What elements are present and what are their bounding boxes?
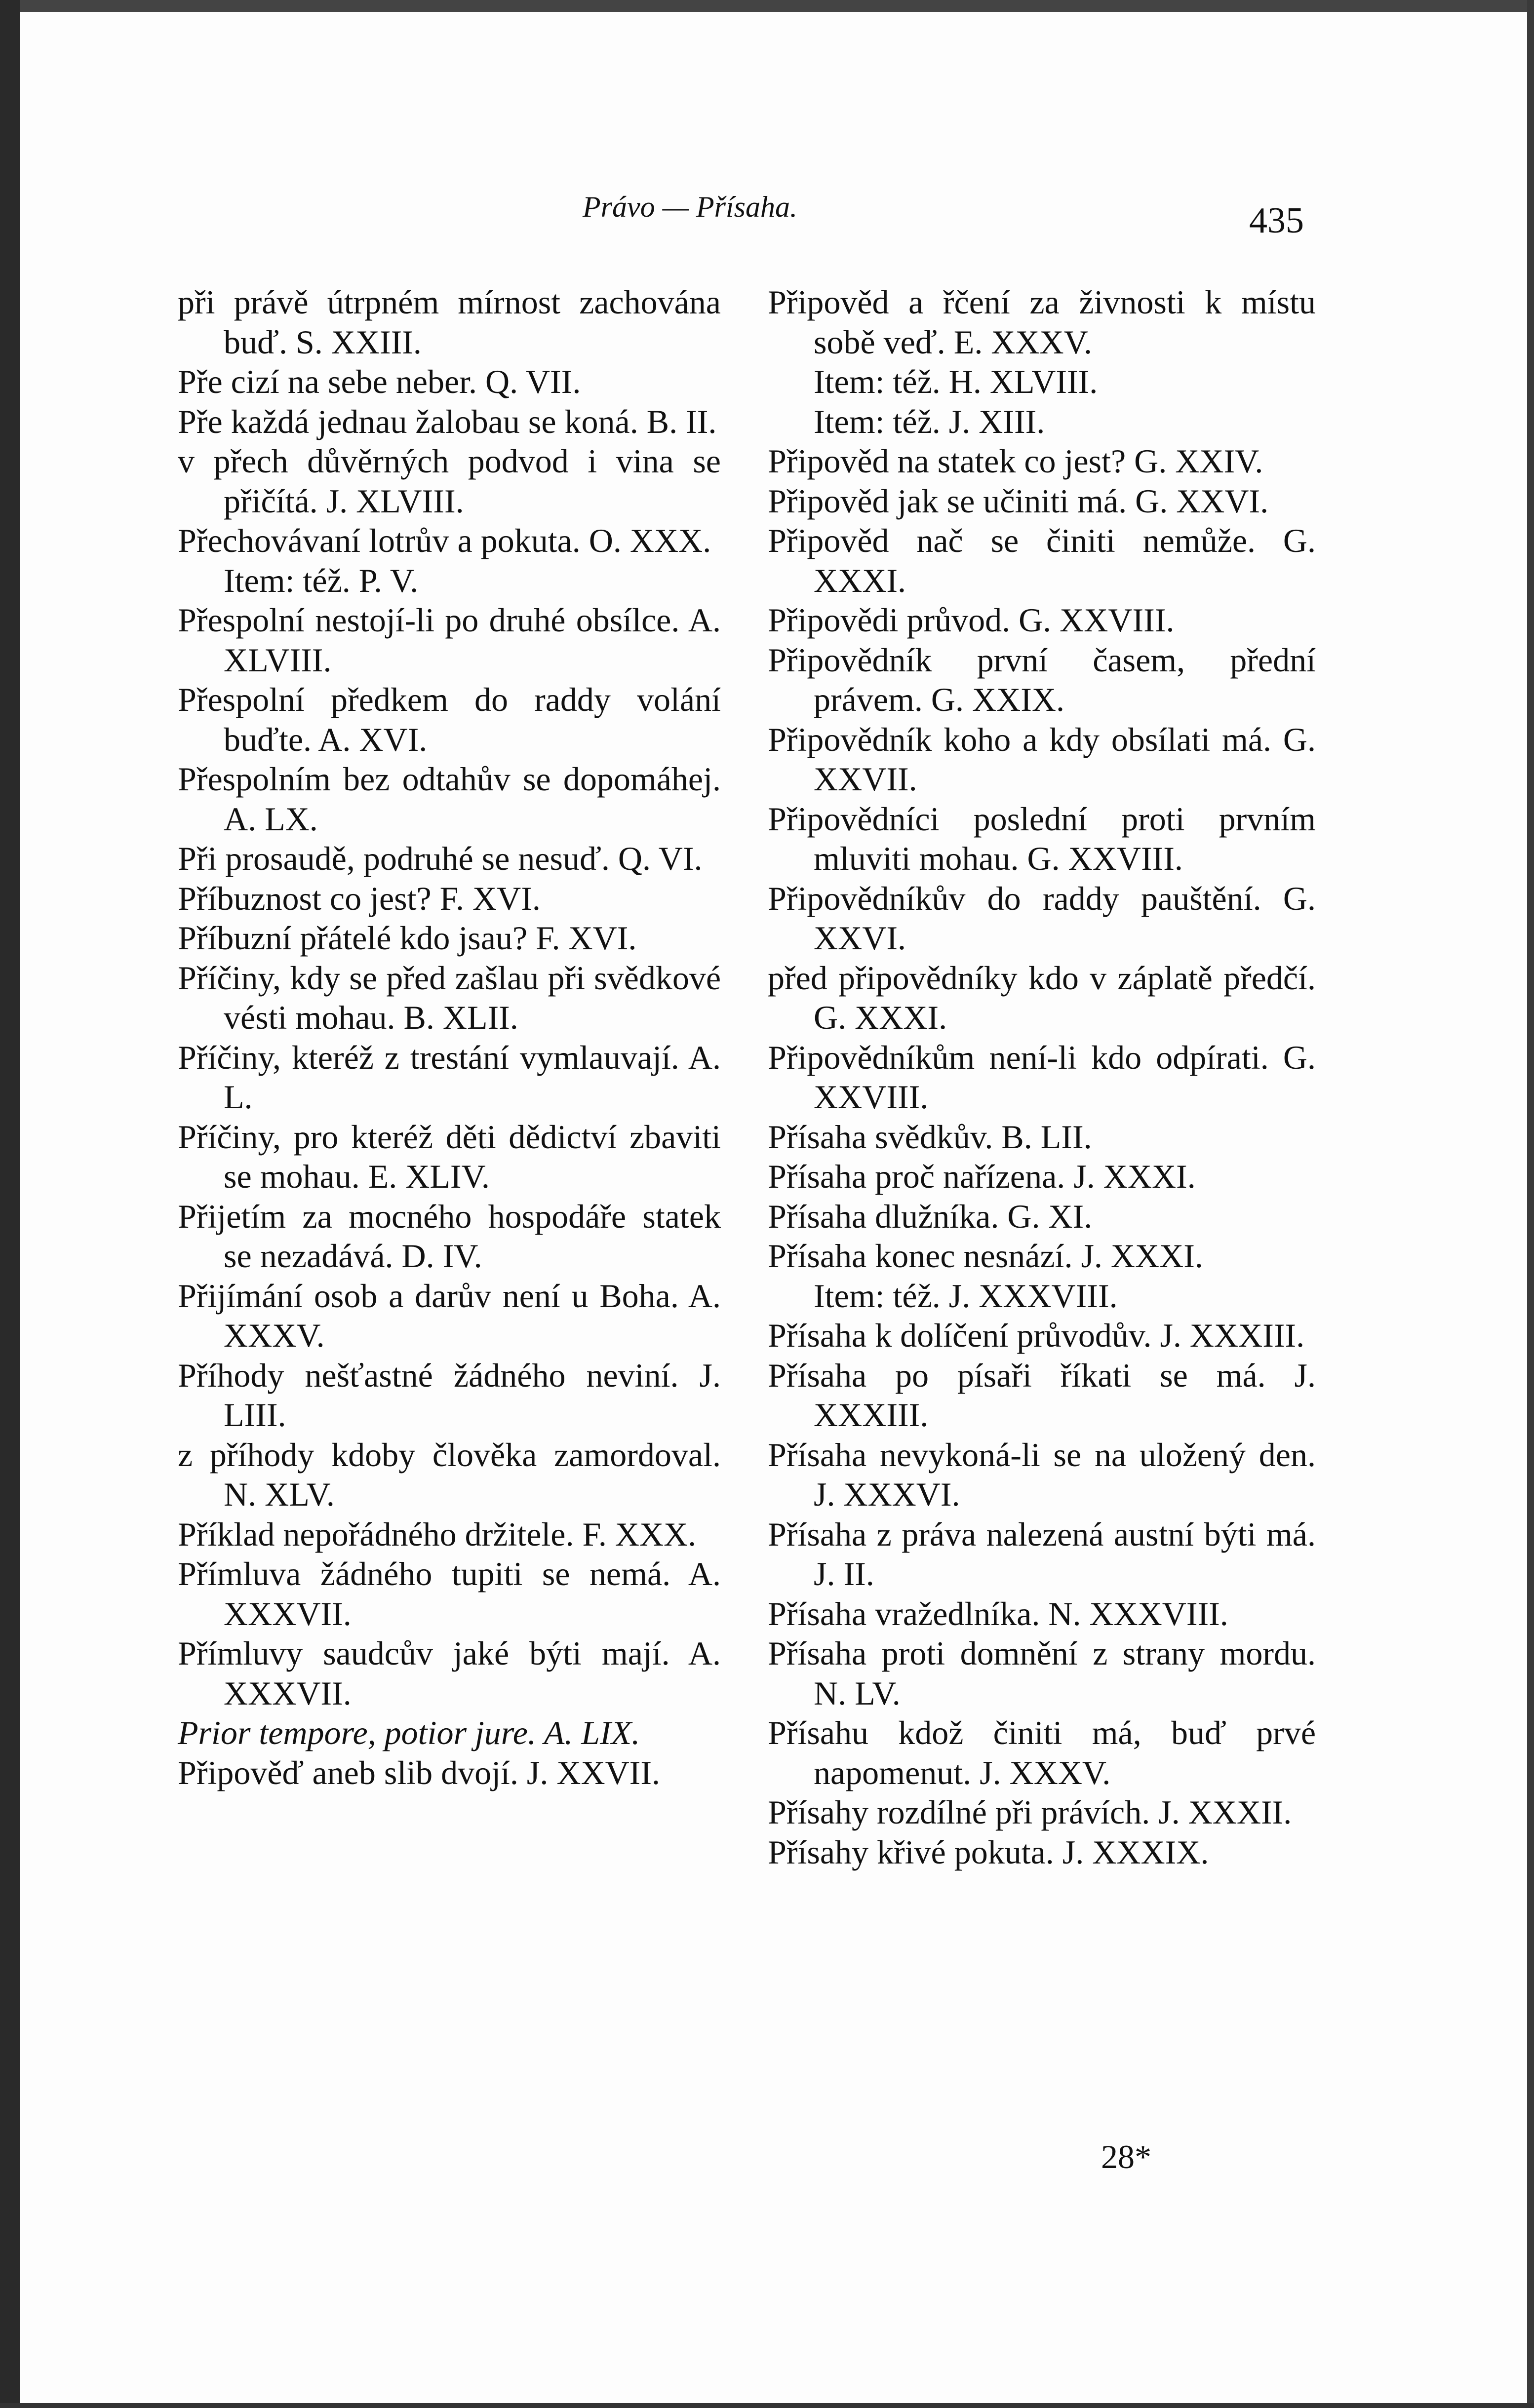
index-entry: Přespolní nestojí-li po druhé obsílce. A. XLVIII. xyxy=(178,601,721,679)
index-entry: Item: též. J. XXXVIII. xyxy=(814,1277,1118,1315)
index-entry: Příbuzní přátelé kdo jsau? F. XVI. xyxy=(178,919,637,957)
index-entry: v přech důvěrných podvod i vina se přičítá. J. XLVIII. xyxy=(178,442,721,520)
index-entry: Přímluvy saudcův jaké býti mají. A. XXXVII. xyxy=(178,1634,721,1712)
index-entry: Připovědník první časem, přední právem. G. XXIX. xyxy=(768,641,1316,718)
index-entry: Item: též. J. XIII. xyxy=(814,402,1045,440)
index-entry: Přijetím za mocného hospodáře statek se nezadává. D. IV. xyxy=(178,1197,721,1275)
index-entry: z příhody kdoby člověka zamordoval. N. XLV. xyxy=(178,1436,721,1513)
index-entry: Příčiny, pro kteréž děti dědictví zbaviti se mohau. E. XLIV. xyxy=(178,1118,721,1195)
index-entry: Přísaha svědkův. B. LII. xyxy=(768,1118,1092,1156)
index-entry: Připovědi průvod. G. XXVIII. xyxy=(768,601,1175,639)
index-entry: Přísaha po písaři říkati se má. J. XXXIII. xyxy=(768,1356,1316,1434)
index-entry: Připověd a řčení za živnosti k místu sobě veď. E. XXXV. xyxy=(768,283,1316,361)
index-entry: Přísaha z práva nalezená austní býti má. J. II. xyxy=(768,1515,1316,1592)
index-column-left xyxy=(178,282,721,1792)
index-entry: Přísaha nevykoná-li se na uložený den. J. XXXVI. xyxy=(768,1436,1316,1513)
index-entry: Přísaha proč nařízena. J. XXXI. xyxy=(768,1158,1196,1195)
index-entry: Přísaha dlužníka. G. XI. xyxy=(768,1197,1093,1235)
index-entry: Item: též. H. XLVIII. xyxy=(814,363,1098,400)
index-entry: Pře každá jednau žalobau se koná. B. II. xyxy=(178,402,717,440)
index-entry: Připověd na statek co jest? G. XXIV. xyxy=(768,442,1263,480)
index-entry: Připovědníci poslední proti prvním mluviti mohau. G. XXVIII. xyxy=(768,800,1316,877)
index-entry: Příhody nešťastné žádného neviní. J. LIII. xyxy=(178,1356,721,1434)
index-entry: Přísahy rozdílné při právích. J. XXXII. xyxy=(768,1793,1292,1831)
index-entry: Připověď aneb slib dvojí. J. XXVII. xyxy=(178,1753,660,1791)
index-entry: Připovědníkův do raddy pauštění. G. XXVI. xyxy=(768,879,1316,957)
index-entry: Přímluva žádného tupiti se nemá. A. XXXVII. xyxy=(178,1555,721,1632)
index-entry: Připovědník koho a kdy obsílati má. G. XXVII. xyxy=(768,720,1316,798)
index-entry: Přísaha vražedlníka. N. XXXVIII. xyxy=(768,1594,1228,1632)
index-entry: Prior tempore, potior jure. A. LIX. xyxy=(178,1714,640,1751)
index-column-right xyxy=(768,282,1316,1872)
index-entry: před připovědníky kdo v záplatě předčí. G. XXXI. xyxy=(768,959,1316,1036)
index-entry: Připověd jak se učiniti má. G. XXVI. xyxy=(768,482,1269,520)
index-entry: Přísaha proti domnění z strany mordu. N. LV. xyxy=(768,1634,1316,1712)
index-entry: Přespolním bez odtahův se dopomáhej. A. LX. xyxy=(178,760,721,838)
index-entry: Přísahy křivé pokuta. J. XXXIX. xyxy=(768,1833,1209,1871)
index-entry: Příčiny, kdy se před zašlau při svědkové vésti mohau. B. XLII. xyxy=(178,959,721,1036)
index-entry: Příbuznost co jest? F. XVI. xyxy=(178,879,541,917)
scan-edge-right xyxy=(1527,0,1534,2408)
index-entry: Přísahu kdož činiti má, buď prvé napomenut. J. XXXV. xyxy=(768,1714,1316,1791)
index-entry: Při prosaudě, podruhé se nesuď. Q. VI. xyxy=(178,840,703,877)
index-entry: Připovědníkům není-li kdo odpírati. G. XXVIII. xyxy=(768,1038,1316,1116)
index-entry: Připověd nač se činiti nemůže. G. XXXI. xyxy=(768,522,1316,599)
running-head: Právo — Přísaha. xyxy=(583,191,797,223)
index-entry: Pře cizí na sebe neber. Q. VII. xyxy=(178,363,581,400)
index-entry: Přechovávaní lotrův a pokuta. O. XXX. xyxy=(178,522,711,559)
signature-mark: 28* xyxy=(1101,2138,1151,2175)
index-entry: Příklad nepořádného držitele. F. XXX. xyxy=(178,1515,697,1553)
index-entry: při právě útrpném mírnost zachována buď. S. XXIII. xyxy=(178,283,721,361)
page-number: 435 xyxy=(1249,200,1304,241)
index-entry: Přísaha konec nesnází. J. XXXI. xyxy=(768,1237,1203,1275)
index-entry: Item: též. P. V. xyxy=(224,561,419,599)
index-entry: Přespolní předkem do raddy volání buďte. A. XVI. xyxy=(178,681,721,758)
index-entry: Příčiny, kteréž z trestání vymlauvají. A. L. xyxy=(178,1038,721,1116)
scan-edge-top xyxy=(0,0,1534,12)
scan-edge-left xyxy=(0,0,20,2408)
index-entry: Přijímání osob a darův není u Boha. A. XXXV. xyxy=(178,1277,721,1354)
index-entry: Přísaha k dolíčení průvodův. J. XXXIII. xyxy=(768,1317,1305,1354)
scan-edge-bottom xyxy=(0,2403,1534,2408)
